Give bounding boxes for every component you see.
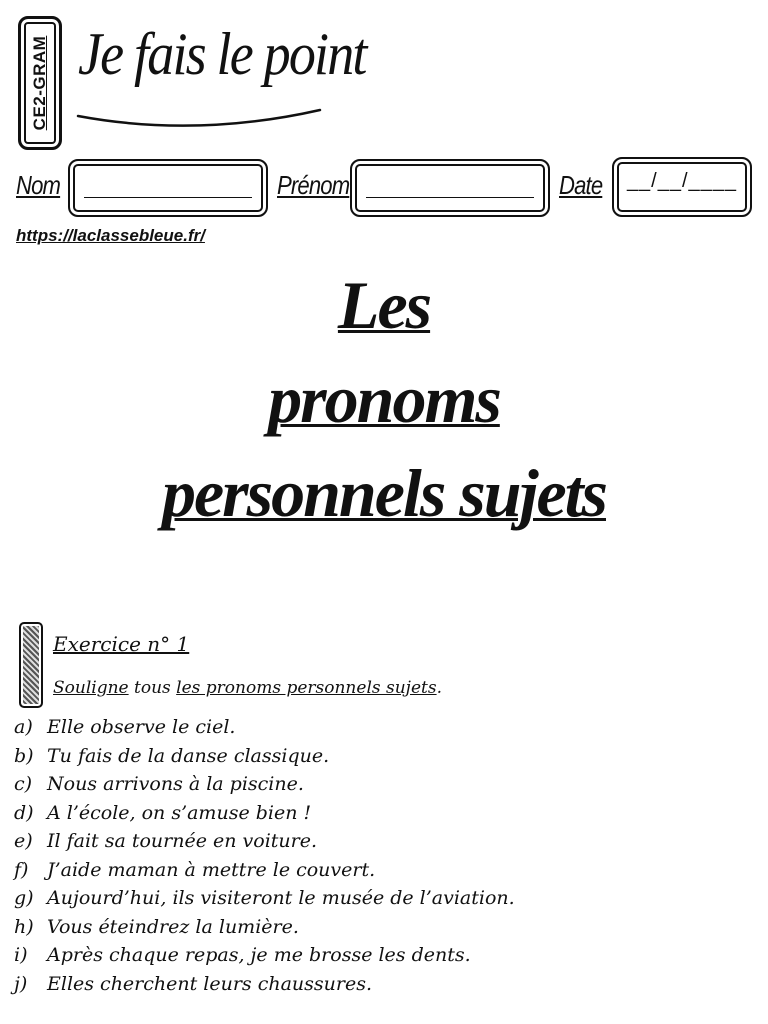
item-sentence[interactable]: A l’école, on s’amuse bien !: [47, 801, 312, 824]
nom-writing-line: [84, 197, 252, 198]
instruction-end: .: [436, 678, 442, 698]
exercise-item: [14, 859, 515, 888]
item-letter: e): [14, 830, 33, 852]
date-placeholder: __/__/____: [626, 170, 738, 192]
item-letter: c): [14, 773, 33, 795]
item-sentence[interactable]: Nous arrivons à la piscine.: [47, 773, 304, 795]
item-letter: a): [14, 716, 33, 738]
date-label: Date: [559, 170, 603, 200]
exercise-item: [14, 830, 515, 859]
exercise-item: [14, 944, 515, 973]
item-sentence[interactable]: Après chaque repas, je me brosse les dents.: [47, 944, 471, 966]
item-sentence[interactable]: Aujourd’hui, ils visiteront le musée de l’aviation.: [47, 887, 515, 909]
prenom-label: Prénom: [277, 170, 350, 200]
instruction-verb: Souligne: [53, 678, 129, 698]
item-letter: j): [14, 972, 28, 995]
exercise-item: [14, 745, 515, 774]
main-title-line-1: Les: [337, 267, 431, 343]
exercise-item: [14, 916, 515, 945]
instruction-middle: tous: [128, 678, 177, 698]
level-badge: [18, 16, 62, 150]
item-sentence[interactable]: Tu fais de la danse classique.: [47, 744, 330, 767]
item-sentence[interactable]: Il fait sa tournée en voiture.: [47, 830, 318, 852]
exercise-title: Exercice n° 1: [53, 632, 190, 656]
badge-label: CE2-GRAM: [30, 35, 49, 131]
item-sentence[interactable]: Elle observe le ciel.: [47, 716, 236, 738]
exercise-item: [14, 716, 515, 745]
main-title-line-3: personnels sujets: [162, 455, 606, 531]
item-letter: f): [14, 858, 29, 881]
site-link[interactable]: https://laclassebleue.fr/: [16, 226, 205, 245]
exercise-item: [14, 802, 515, 831]
instruction-target: les pronoms personnels sujets: [176, 678, 437, 698]
nom-label: Nom: [16, 170, 61, 200]
exercise-item: [14, 773, 515, 802]
item-letter: b): [14, 744, 34, 767]
exercise-instruction: [53, 678, 442, 698]
nom-field[interactable]: [68, 159, 268, 217]
exercise-item: [14, 973, 515, 1002]
exercise-marker-icon: [19, 622, 43, 708]
item-sentence[interactable]: J’aide maman à mettre le couvert.: [47, 858, 376, 881]
prenom-field[interactable]: [350, 159, 550, 217]
prenom-writing-line: [366, 197, 534, 198]
item-letter: i): [14, 944, 28, 966]
main-title-line-2: pronoms: [268, 361, 500, 437]
item-sentence[interactable]: Elles cherchent leurs chaussures.: [47, 972, 373, 995]
date-field[interactable]: [612, 157, 752, 217]
exercise-item: [14, 887, 515, 916]
item-letter: g): [14, 887, 34, 909]
header-title: Je fais le point: [78, 21, 366, 87]
item-letter: h): [14, 915, 34, 938]
title-swoosh: [76, 104, 322, 132]
item-letter: d): [14, 801, 34, 824]
item-sentence[interactable]: Vous éteindrez la lumière.: [47, 915, 299, 938]
exercise-list: [14, 716, 515, 1001]
